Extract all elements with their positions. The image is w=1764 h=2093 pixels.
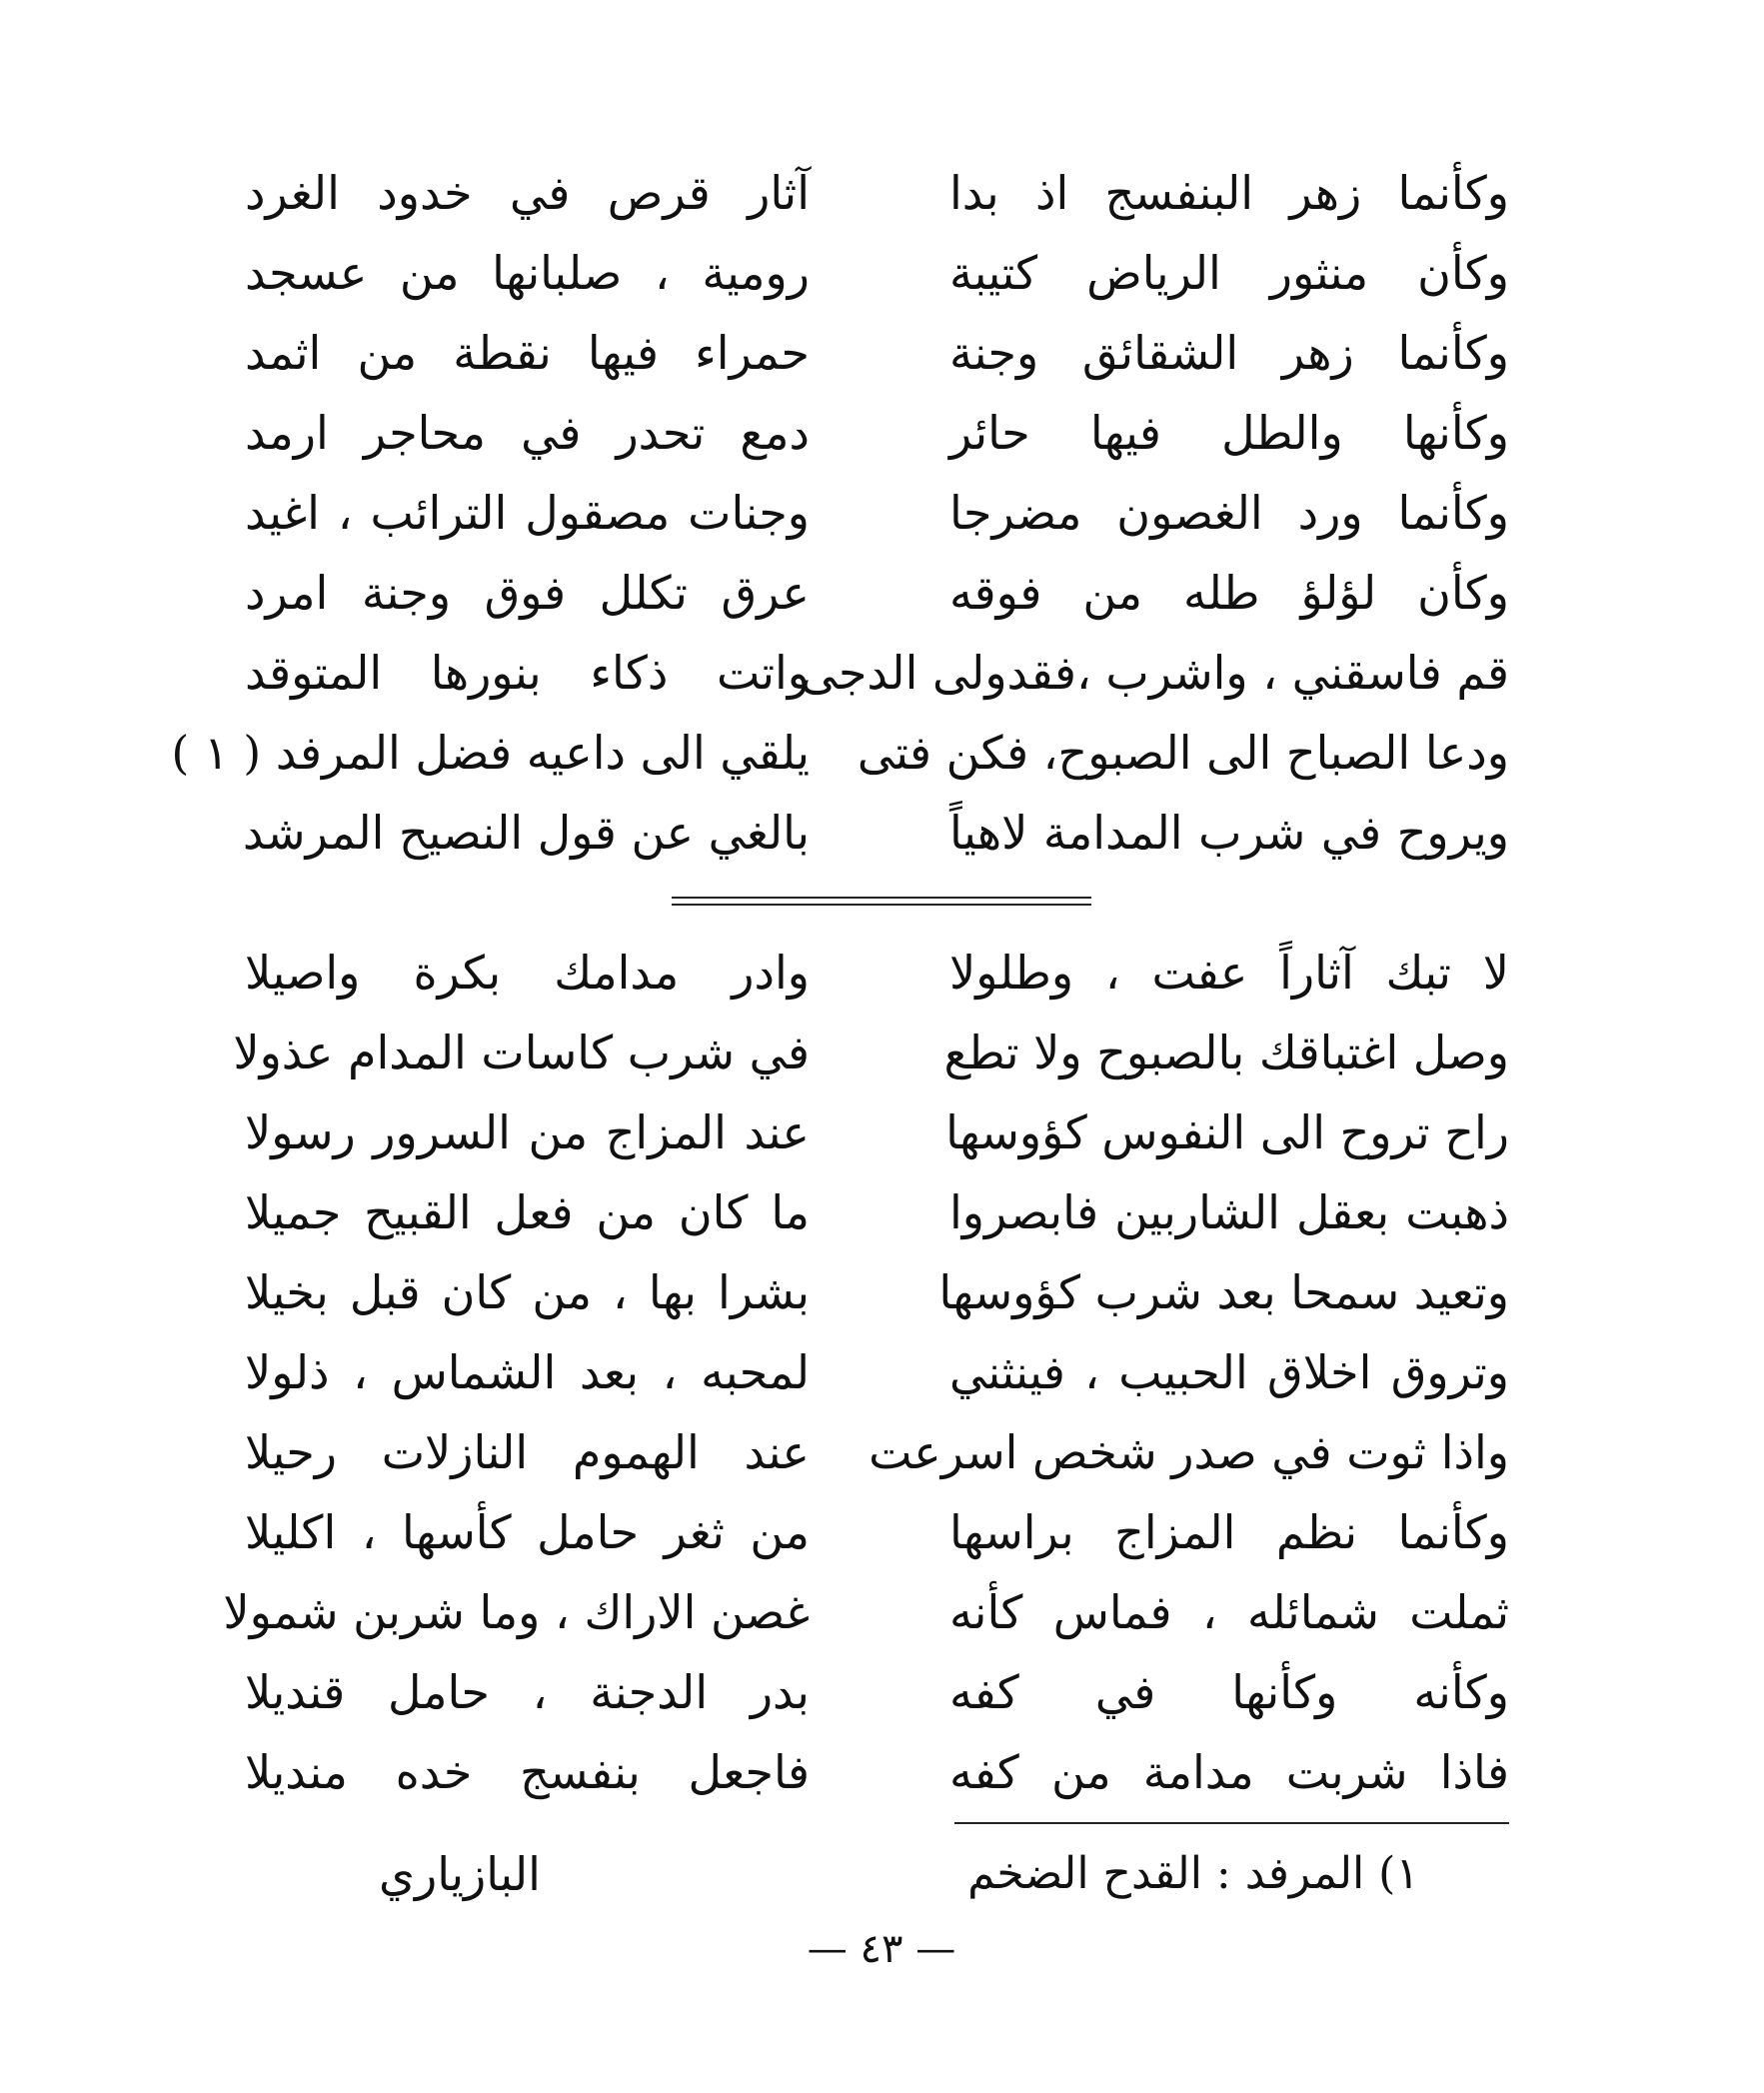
verse-first-hemistich: ويروح في شرب المدامة لاهياً <box>949 806 1509 860</box>
separator-line-bottom <box>672 904 1091 906</box>
verse-second-hemistich: في شرب كاسات المدام عذولا <box>233 1026 810 1079</box>
verse-second-hemistich: رومية ، صلبانها من عسجد <box>245 246 810 300</box>
verse-first-hemistich: ذهبت بعقل الشاربين فابصروا <box>949 1185 1509 1239</box>
verse-first-hemistich: راح تروح الى النفوس كؤوسها <box>945 1105 1509 1159</box>
footnote: ١) المرفد : القدح الضخم <box>967 1848 1419 1899</box>
verse-second-hemistich: فاجعل بنفسج خده منديلا <box>245 1745 810 1799</box>
verse <box>0 1492 1764 1572</box>
verse-second-hemistich: عرق تكلل فوق وجنة امرد <box>245 566 810 620</box>
verse <box>0 1412 1764 1492</box>
verse-first-hemistich: وصل اغتباقك بالصبوح ولا تطع <box>943 1026 1509 1079</box>
verse-first-hemistich: وكأنما ورد الغصون مضرجا <box>949 486 1509 540</box>
verse-first-hemistich: قم فاسقني ، واشرب ،فقدولى الدجى <box>800 646 1509 700</box>
verse <box>0 1092 1764 1172</box>
verse <box>0 793 1764 873</box>
verse <box>0 553 1764 633</box>
verse-second-hemistich: يلقي الى داعيه فضل المرفد ( ١ ) <box>171 726 810 780</box>
verse-second-hemistich: وادر مدامك بكرة واصيلا <box>245 946 810 1000</box>
verse-first-hemistich: وكأن لؤلؤ طله من فوقه <box>949 566 1509 620</box>
verse-second-hemistich: واتت ذكاء بنورها المتوقد <box>245 646 810 700</box>
verse-second-hemistich: حمراء فيها نقطة من اثمد <box>245 326 810 380</box>
poet-name: البازياري <box>379 1847 541 1901</box>
verse <box>0 153 1764 233</box>
verse-second-hemistich: بشرا بها ، من كان قبل بخيلا <box>245 1265 810 1319</box>
verse-first-hemistich: وكأنما نظم المزاج براسها <box>949 1505 1509 1559</box>
verse-first-hemistich: وتعيد سمحا بعد شرب كؤوسها <box>938 1265 1509 1319</box>
verse-first-hemistich: وتروق اخلاق الحبيب ، فينثني <box>949 1345 1509 1399</box>
verse <box>0 233 1764 313</box>
verse-second-hemistich: ما كان من فعل القبيح جميلا <box>245 1185 810 1239</box>
footnote-rule <box>954 1822 1509 1824</box>
verse-first-hemistich: وكأنه وكأنها في كفه <box>949 1665 1509 1719</box>
verse <box>0 1172 1764 1252</box>
verse-second-hemistich: لمحبه ، بعد الشماس ، ذلولا <box>245 1345 810 1399</box>
verse-first-hemistich: ودعا الصباح الى الصبوح، فكن فتى <box>857 726 1509 780</box>
verse <box>0 1652 1764 1732</box>
verse <box>0 713 1764 793</box>
verse <box>0 473 1764 553</box>
verse-second-hemistich: غصن الاراك ، وما شربن شمولا <box>223 1585 810 1639</box>
verse-second-hemistich: آثار قرص في خدود الغرد <box>245 166 810 220</box>
verse-first-hemistich: وكأنما زهر البنفسج اذ بدا <box>949 166 1509 220</box>
verse <box>0 1252 1764 1332</box>
verse <box>0 1013 1764 1092</box>
verse-first-hemistich: ثملت شمائله ، فماس كأنه <box>949 1585 1509 1639</box>
page-number: — ٤٣ — <box>807 1926 956 1972</box>
verse <box>0 1732 1764 1812</box>
verse-second-hemistich: من ثغر حامل كأسها ، اكليلا <box>245 1505 810 1559</box>
verse-first-hemistich: وكأنما زهر الشقائق وجنة <box>949 326 1509 380</box>
verse <box>0 313 1764 393</box>
verse <box>0 1332 1764 1412</box>
verse-second-hemistich: بدر الدجنة ، حامل قنديلا <box>245 1665 810 1719</box>
verse <box>0 933 1764 1013</box>
verse-second-hemistich: عند الهموم النازلات رحيلا <box>245 1425 810 1479</box>
verse-first-hemistich: لا تبك آثاراً عفت ، وطلولا <box>949 946 1509 1000</box>
separator-line-top <box>672 897 1091 899</box>
verse <box>0 633 1764 713</box>
verse-second-hemistich: عند المزاج من السرور رسولا <box>245 1105 810 1159</box>
poem-2 <box>0 933 1764 1812</box>
verse-second-hemistich: وجنات مصقول الترائب ، اغيد <box>245 486 810 540</box>
verse-first-hemistich: واذا ثوت في صدر شخص اسرعت <box>869 1425 1509 1479</box>
verse-first-hemistich: فاذا شربت مدامة من كفه <box>949 1745 1509 1799</box>
verse <box>0 393 1764 473</box>
verse-second-hemistich: دمع تحدر في محاجر ارمد <box>245 406 810 460</box>
verse <box>0 1572 1764 1652</box>
verse-first-hemistich: وكأن منثور الرياض كتيبة <box>949 246 1509 300</box>
verse-second-hemistich: بالغي عن قول النصيح المرشد <box>242 806 810 860</box>
poem-1 <box>0 153 1764 873</box>
verse-first-hemistich: وكأنها والطل فيها حائر <box>949 406 1509 460</box>
